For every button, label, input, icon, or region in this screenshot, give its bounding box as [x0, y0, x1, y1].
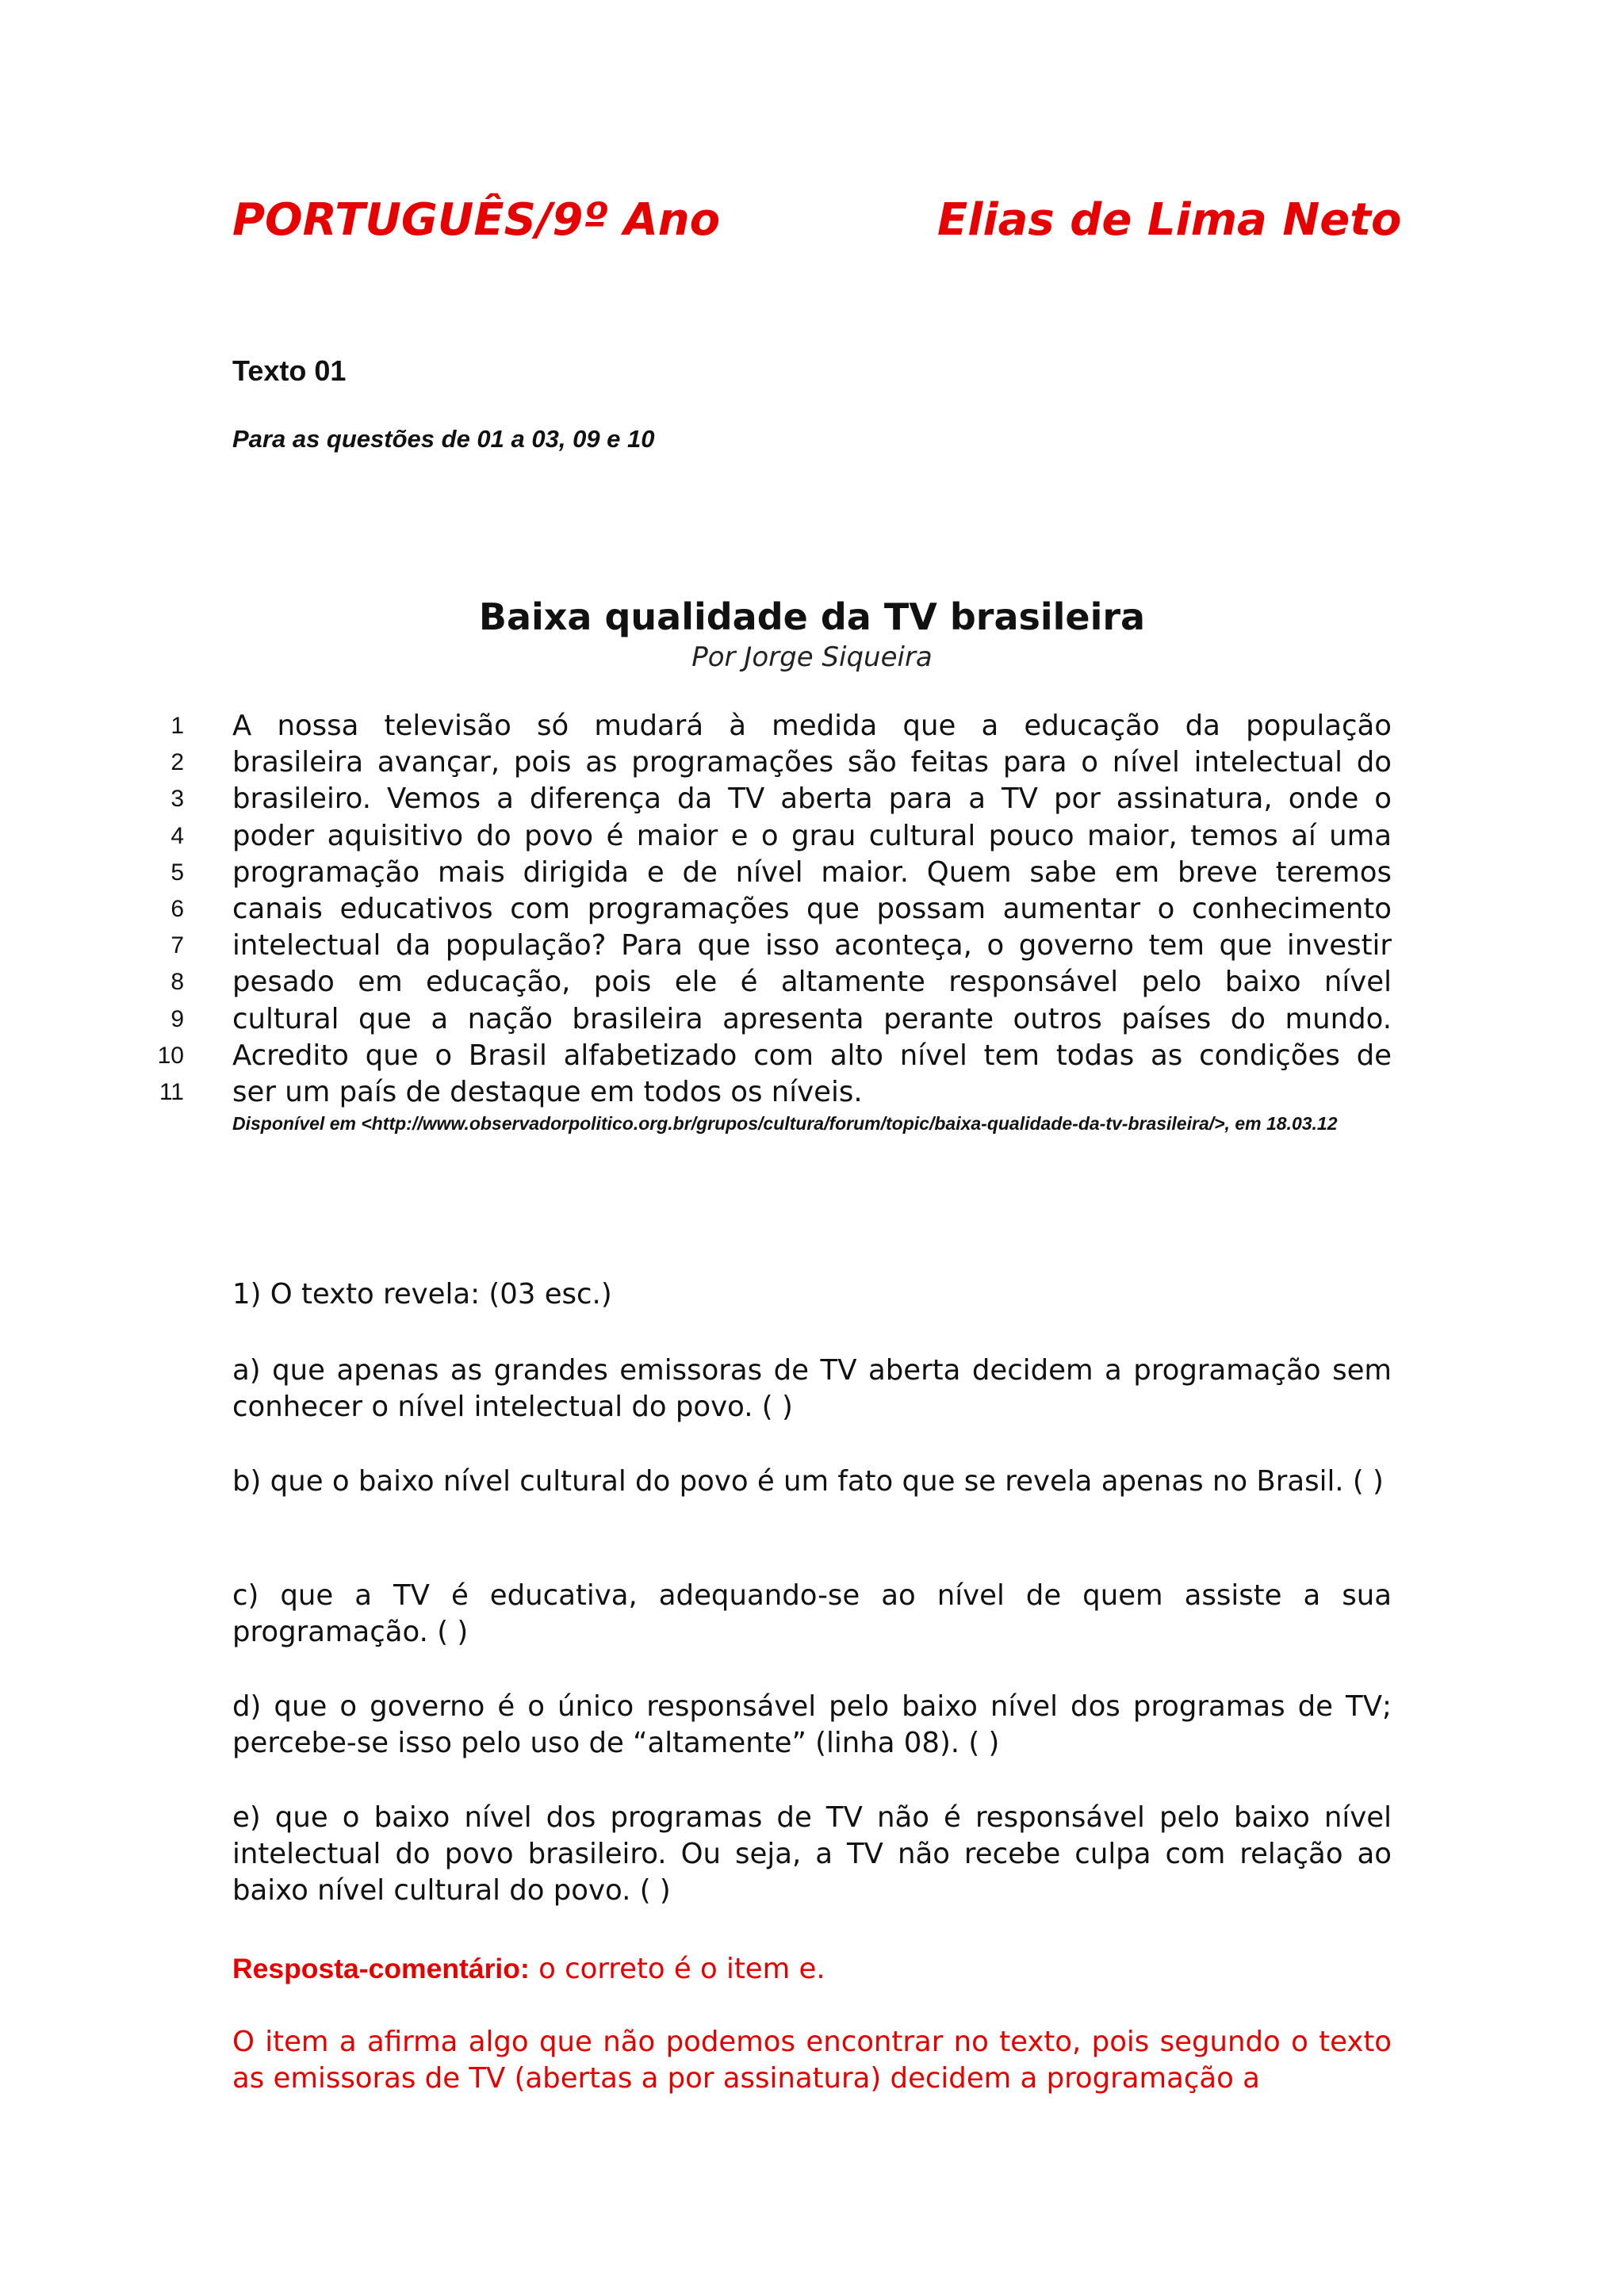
line-number: 6	[170, 895, 184, 922]
question-option-d: d) que o governo é o único responsável pelo baixo nível dos programas de TV; percebe-se isso pelo uso de “altamente” (linha 08). ( )	[232, 1690, 1392, 1759]
answer-line	[232, 1950, 1392, 1988]
question-option-c: c) que a TV é educativa, adequando-se ao nível de quem assiste a sua programação. ( )	[232, 1579, 1392, 1648]
source-citation: Disponível em <http://www.observadorpolitico.org.br/grupos/cultura/forum/topic/baixa-qualidade-da-tv-brasileira/>, em 18.03.12	[232, 1113, 1338, 1134]
question-option-a: a) que apenas as grandes emissoras de TV aberta decidem a programação sem conhecer o nível intelectual do povo. ( )	[232, 1354, 1392, 1423]
passage-line: cultural que a nação brasileira apresenta perante outros países do mundo.	[232, 1002, 1392, 1035]
line-number: 1	[170, 713, 184, 739]
subject-heading: PORTUGUÊS/9º Ano	[232, 194, 721, 246]
question-option-e: e) que o baixo nível dos programas de TV não é responsável pelo baixo nível intelectual do povo brasileiro. Ou seja, a TV não recebe culpa com relação ao baixo nível cultural do povo. ( )	[232, 1801, 1392, 1907]
passage-line: ser um país de destaque em todos os níveis.	[232, 1075, 863, 1108]
passage-line: brasileiro. Vemos a diferença da TV aberta para a TV por assinatura, onde o	[232, 783, 1392, 816]
passage-line: brasileira avançar, pois as programações são feitas para o nível intelectual do	[232, 746, 1392, 779]
line-number: 11	[159, 1078, 184, 1105]
text-label: Texto 01	[232, 354, 347, 387]
passage-line: canais educativos com programações que possam aumentar o conhecimento	[232, 892, 1392, 925]
line-number: 2	[170, 749, 184, 776]
line-number: 3	[170, 786, 184, 813]
answer-comment: O item a afirma algo que não podemos encontrar no texto, pois segundo o texto as emissoras de TV (abertas a por assinatura) decidem a programação a	[232, 2026, 1392, 2095]
passage-line: Acredito que o Brasil alfabetizado com alto nível tem todas as condições de	[232, 1039, 1392, 1072]
line-number: 9	[170, 1005, 184, 1032]
author-heading: Elias de Lima Neto	[937, 194, 1402, 246]
line-number: 8	[170, 969, 184, 996]
article-title: Baixa qualidade da TV brasileira	[478, 595, 1146, 638]
answer-text: o correto é o item e.	[529, 1953, 825, 1985]
line-number: 7	[170, 932, 184, 959]
line-number: 10	[157, 1042, 184, 1069]
passage-line: intelectual da população? Para que isso aconteça, o governo tem que investir	[232, 929, 1392, 962]
text-note: Para as questões de 01 a 03, 09 e 10	[232, 425, 655, 453]
line-number: 5	[170, 859, 184, 886]
passage-line: pesado em educação, pois ele é altamente responsável pelo baixo nível	[232, 966, 1392, 999]
article-byline: Por Jorge Siqueira	[691, 641, 933, 673]
article-passage	[232, 708, 1392, 1111]
line-number: 4	[170, 822, 184, 849]
question-prompt: 1) O texto revela: (03 esc.)	[232, 1278, 612, 1311]
passage-line: poder aquisitivo do povo é maior e o grau cultural pouco maior, temos aí uma	[232, 819, 1392, 852]
question-option-b: b) que o baixo nível cultural do povo é um fato que se revela apenas no Brasil. ( )	[232, 1465, 1384, 1498]
line-numbers	[127, 708, 184, 1111]
answer-label: Resposta-comentário:	[232, 1953, 530, 1984]
passage-line: A nossa televisão só mudará à medida que a educação da população	[232, 710, 1392, 742]
passage-line: programação mais dirigida e de nível maior. Quem sabe em breve teremos	[232, 855, 1392, 889]
